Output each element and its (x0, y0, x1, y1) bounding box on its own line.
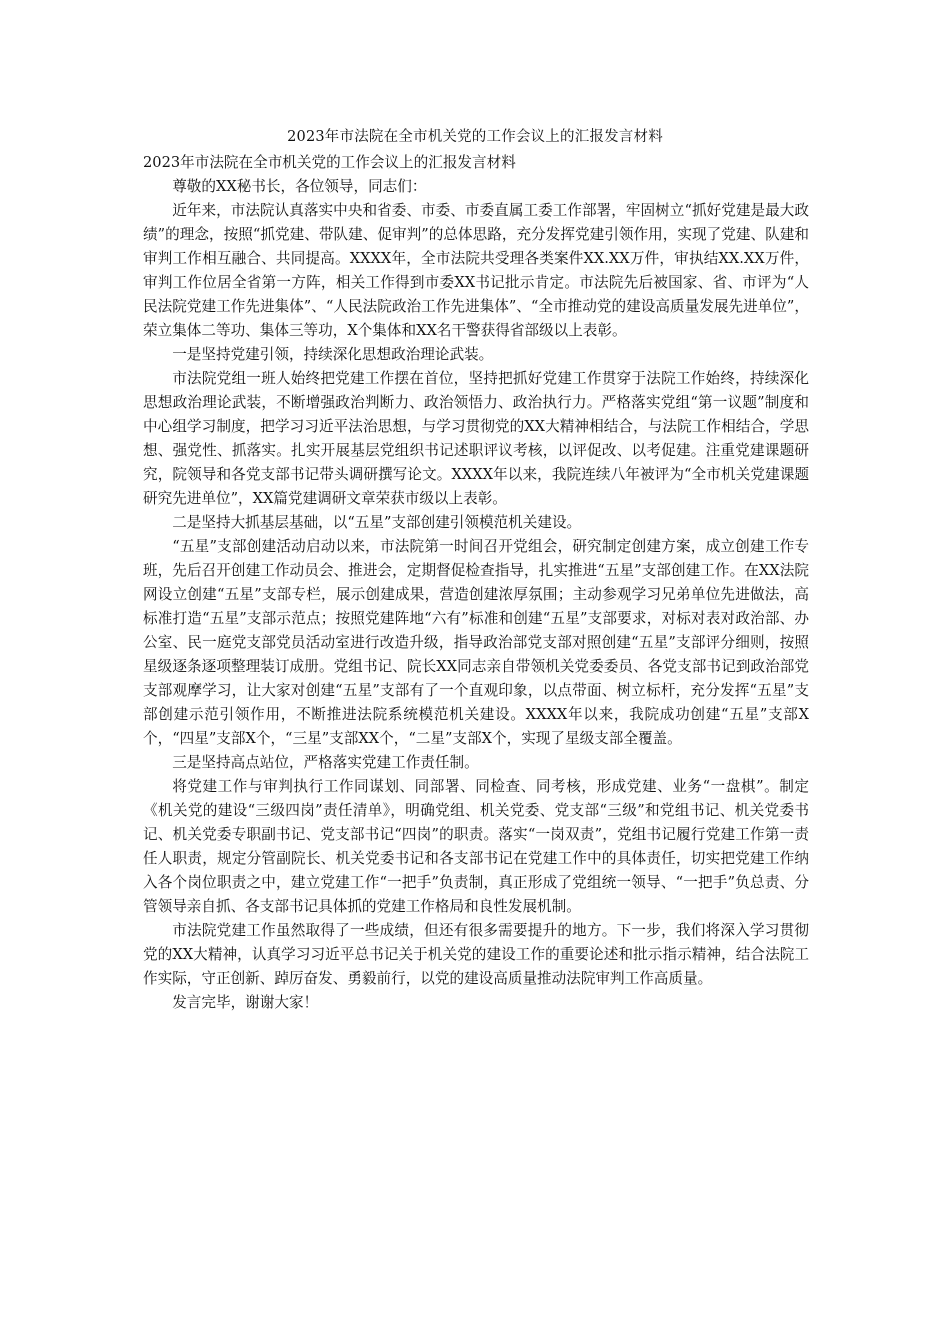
section-body-3: 将党建工作与审判执行工作同谋划、同部署、同检查、同考核，形成党建、业务“一盘棋”。制定《机关党的建设“三级四岗”责任清单》，明确党组、机关党委、党支部“三级”和党组书记、机关党委书记、机关党委专职副书记、党支部书记“四岗”的职责。落实“一岗双责”，党组书记履行党建工作第一责任人职责，规定分管副院长、机关党委书记和各支部书记在党建工作中的具体责任，切实把党建工作纳入各个岗位职责之中，建立党建工作“一把手”负责制，真正形成了党组统一领导、“一把手”负总责、分管领导亲自抓、各支部书记具体抓的党建工作格局和良性发展机制。 (143, 778, 809, 915)
closing-paragraph: 市法院党建工作虽然取得了一些成绩，但还有很多需要提升的地方。下一步，我们将深入学习贯彻党的XX大精神，认真学习习近平总书记关于机关党的建设工作的重要论述和批示指示精神，结合法院工作实际，守正创新、踔厉奋发、勇毅前行，以党的建设高质量推动法院审判工作高质量。 (143, 922, 809, 987)
salutation: 尊敬的XX秘书长，各位领导，同志们： (172, 178, 427, 195)
section-body-2: “五星”支部创建活动启动以来，市法院第一时间召开党组会，研究制定创建方案，成立创建工作专班，先后召开创建工作动员会、推进会，定期督促检查指导，扎实推进“五星”支部创建工作。在XX法院网设立创建“五星”支部专栏，展示创建成果，营造创建浓厚氛围；主动参观学习兄弟单位先进做法，高标准打造“五星”支部示范点；按照党建阵地“六有”标准和创建“五星”支部要求，对标对表对政治部、办公室、民一庭党支部党员活动室进行改造升级，指导政治部党支部对照创建“五星”支部评分细则，按照星级逐条逐项整理装订成册。党组书记、院长XX同志亲自带领机关党委委员、各党支部书记到政治部党支部观摩学习，让大家对创建“五星”支部有了一个直观印象，以点带面、树立标杆，充分发挥“五星”支部创建示范引领作用，不断推进法院系统模范机关建设。XXXX年以来，我院成功创建“五星”支部X个，“四星”支部X个，“三星”支部XX个，“二星”支部X个，实现了星级支部全覆盖。 (143, 538, 809, 747)
section-body-1: 市法院党组一班人始终把党建工作摆在首位，坚持把抓好党建工作贯穿于法院工作始终，持续深化思想政治理论武装，不断增强政治判断力、政治领悟力、政治执行力。严格落实党组“第一议题”制度和中心组学习制度，把学习习近平法治思想，与学习贯彻党的XX大精神相结合，与法院工作相结合，学思想、强党性、抓落实。扎实开展基层党组织书记述职评议考核，以评促改、以考促建。注重党建课题研究，院领导和各党支部书记带头调研撰写论文。XXXX年以来，我院连续八年被评为“全市机关党建课题研究先进单位”，XX篇党建调研文章荣获市级以上表彰。 (143, 370, 809, 507)
closing-remark: 发言完毕，谢谢大家！ (172, 994, 319, 1011)
document-subtitle: 2023年市法院在全市机关党的工作会议上的汇报发言材料 (143, 154, 516, 171)
document-body (143, 151, 809, 1015)
section-heading-3: 三是坚持高点站位，严格落实党建工作责任制。 (172, 754, 479, 771)
document-title: 2023年市法院在全市机关党的工作会议上的汇报发言材料 (287, 129, 663, 145)
section-heading-2: 二是坚持大抓基层基础，以“五星”支部创建引领模范机关建设。 (172, 514, 582, 531)
section-heading-1: 一是坚持党建引领，持续深化思想政治理论武装。 (172, 346, 494, 363)
intro-paragraph: 近年来，市法院认真落实中央和省委、市委、市委直属工委工作部署，牢固树立“抓好党建是最大政绩”的理念，按照“抓党建、带队建、促审判”的总体思路，充分发挥党建引领作用，实现了党建、队建和审判工作相互融合、共同提高。XXXX年，全市法院共受理各类案件XX.XX万件，审执结XX.XX万件，审判工作位居全省第一方阵，相关工作得到市委XX书记批示肯定。市法院先后被国家、省、市评为“人民法院党建工作先进集体”、“人民法院政治工作先进集体”、“全市推动党的建设高质量发展先进单位”，荣立集体二等功、集体三等功，X个集体和XX名干警获得省部级以上表彰。 (143, 202, 809, 339)
